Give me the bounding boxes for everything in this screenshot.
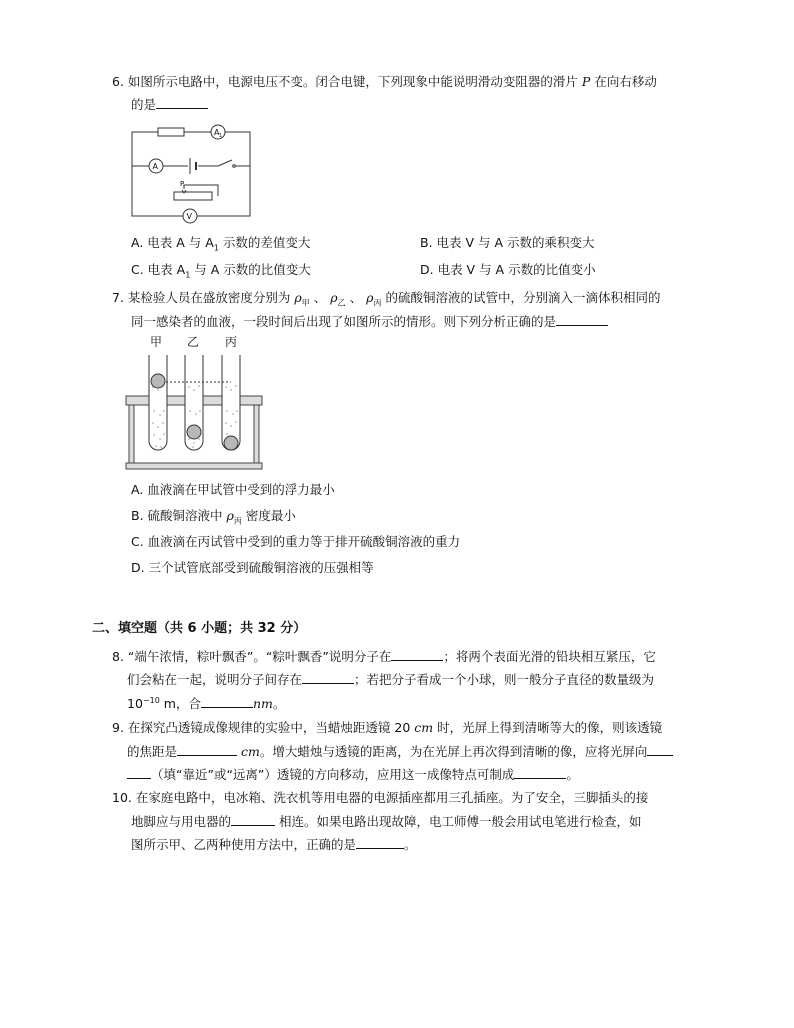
blood-drop-bing	[224, 436, 238, 450]
q8-line1	[112, 648, 656, 666]
q7-stem-text-b: 的硫酸铜溶液的试管中，分别滴入一滴体积相同的	[385, 290, 661, 305]
section-2-heading: 二、填空题（共 6 小题；共 32 分）	[92, 621, 307, 636]
q10-text-2b: 相连。如果电路出现故障，电工师傅一般会用试电笔进行检查，如	[279, 814, 642, 829]
q8-blank-1[interactable]	[391, 648, 443, 661]
q10-number: 10.	[112, 790, 132, 805]
q7-stem-text-c: 同一感染者的血液，一段时间后出现了如图所示的情形。则下列分析正确的是	[131, 314, 557, 329]
q7-option-c-text: C. 血液滴在丙试管中受到的重力等于排开硫酸铜溶液的重力	[131, 534, 461, 549]
rho-bing-sub: 丙	[373, 298, 382, 308]
q8-text-2a: 们会粘在一起，说明分子间存在	[127, 672, 303, 687]
q7-stem-line1	[112, 289, 660, 307]
q6-slider-symbol: P	[581, 74, 591, 89]
q10-text-1: 在家庭电路中，电冰箱、洗衣机等用电器的电源插座都用三孔插座。为了安全，三脚插头的接	[135, 790, 649, 805]
q9-text-1a: 在探究凸透镜成像规律的实验中，当蜡烛距透镜 20	[127, 720, 415, 735]
q9-blank-1[interactable]	[177, 743, 237, 756]
q6-option-c-text: C. 电表 A	[131, 262, 186, 277]
q6-stem-text: 如图所示电路中，电源电压不变。闭合电键，下列现象中能说明滑动变阻器的滑片	[127, 74, 578, 89]
q6-stem-line1	[112, 73, 657, 91]
q10-blank-2[interactable]	[356, 836, 404, 849]
q8-unit-nm: nm	[252, 696, 273, 711]
rack-leg-right	[254, 405, 259, 467]
q9-unit-cm-1: cm	[414, 720, 434, 735]
q8-period: 。	[272, 696, 286, 711]
q6-option-c-end: 与 A 示数的比值变大	[190, 262, 311, 277]
q8-text-1b: ；将两个表面光滑的铅块相互紧压，它	[443, 649, 656, 664]
q7-option-a-text: A. 血液滴在甲试管中受到的浮力最小	[131, 482, 335, 497]
voltmeter-label: V	[186, 212, 192, 221]
q7-option-c[interactable]	[131, 533, 460, 551]
rack-base	[126, 463, 262, 469]
q8-text-3a: m，合	[159, 696, 201, 711]
q7-option-a[interactable]	[131, 481, 335, 499]
q9-line2	[127, 743, 673, 761]
rho-jia: ρ	[294, 290, 302, 305]
q7-option-b-rho-sub: 丙	[233, 516, 242, 526]
q6-stem-tail: 的是	[131, 97, 157, 112]
q8-blank-2[interactable]	[302, 671, 354, 684]
q9-text-3a: （填“靠近”或“远离”）透镜的方向移动，应用这一成像特点可制成	[151, 767, 515, 782]
q8-text-1a: “端午浓情，粽叶飘香”。“粽叶飘香”说明分子在	[127, 649, 392, 664]
slider-label: P	[180, 180, 185, 188]
q9-blank-2a[interactable]	[647, 743, 673, 756]
q9-text-2b: 。增大蜡烛与透镜的距离，为在光屏上再次得到清晰的像，应将光屏向	[259, 744, 648, 759]
q7-option-d-text: D. 三个试管底部受到硫酸铜溶液的压强相等	[131, 560, 374, 575]
q8-text-2b: ；若把分子看成一个小球，则一般分子直径的数量级为	[354, 672, 655, 687]
q10-text-3a: 图所示甲、乙两种使用方法中，正确的是	[131, 837, 357, 852]
q9-period: 。	[566, 767, 579, 782]
q6-option-b-text: B. 电表 V 与 A 示数的乘积变大	[420, 235, 595, 250]
q9-text-2a: 的焦距是	[127, 744, 178, 759]
tube-label-bing: 丙	[225, 335, 238, 349]
q6-circuit-diagram	[130, 122, 260, 221]
q9-number: 9.	[112, 720, 124, 735]
q9-line1	[112, 719, 662, 737]
q7-answer-blank[interactable]	[556, 313, 608, 326]
q6-option-a-end: 示数的差值变大	[218, 235, 311, 250]
q6-stem-line2	[131, 96, 208, 114]
q8-power-exp: −10	[142, 695, 160, 705]
q8-line3	[127, 695, 285, 713]
ammeter-a1-sub: 1	[219, 133, 223, 139]
sep-2: 、	[349, 290, 363, 305]
sep-1: 、	[313, 290, 327, 305]
q8-line2	[127, 671, 654, 689]
q9-line3	[127, 766, 579, 784]
blood-drop-yi	[187, 425, 201, 439]
q7-option-d[interactable]	[131, 559, 374, 577]
q7-option-b-rho: ρ	[226, 508, 234, 523]
q10-line3	[131, 836, 417, 854]
q7-stem-line2	[131, 313, 608, 331]
q6-option-b[interactable]	[420, 234, 595, 252]
q6-answer-blank[interactable]	[156, 96, 208, 109]
q10-line2	[131, 813, 642, 831]
q9-unit-cm-2: cm	[241, 744, 260, 759]
q6-option-a-sub: 1	[213, 243, 219, 253]
q6-option-c[interactable]	[131, 261, 311, 279]
q8-power-base: 10	[127, 696, 143, 711]
q7-number: 7.	[112, 290, 124, 305]
rho-jia-sub: 甲	[301, 298, 310, 308]
tube-jia	[149, 355, 167, 450]
q10-period: 。	[404, 837, 417, 852]
q8-blank-3[interactable]	[201, 695, 253, 708]
q7-stem-text: 某检验人员在盛放密度分别为	[127, 290, 291, 305]
q6-option-a-text: A. 电表 A 与 A	[131, 235, 214, 250]
q6-number: 6.	[112, 74, 124, 89]
ammeter-a-label: A	[152, 162, 158, 171]
q9-blank-2b[interactable]	[127, 766, 151, 779]
q10-blank-1[interactable]	[231, 813, 275, 826]
tube-label-yi: 乙	[187, 335, 200, 349]
rho-yi: ρ	[330, 290, 338, 305]
ammeter-a1-label: A	[214, 128, 220, 137]
q6-option-d[interactable]	[420, 261, 596, 279]
resistor	[158, 128, 184, 136]
q7-option-b-text: B. 硫酸铜溶液中	[131, 508, 223, 523]
q9-text-1b: 时，光屏上得到清晰等大的像，则该透镜	[433, 720, 663, 735]
q6-option-c-sub: 1	[185, 270, 191, 280]
q6-option-a[interactable]	[131, 234, 310, 252]
q10-text-2a: 地脚应与用电器的	[131, 814, 232, 829]
rack-leg-left	[129, 405, 134, 467]
q7-option-b-end: 密度最小	[245, 508, 296, 523]
q10-line1	[112, 789, 648, 807]
q7-option-b[interactable]	[131, 507, 296, 525]
q6-stem-text-end: 在向右移动	[594, 74, 657, 89]
q9-blank-3[interactable]	[514, 766, 566, 779]
blood-drop-jia	[151, 374, 165, 388]
q8-number: 8.	[112, 649, 124, 664]
rho-bing: ρ	[366, 290, 374, 305]
rho-yi-sub: 乙	[337, 298, 346, 308]
q7-test-tube-diagram	[125, 335, 265, 470]
rheostat	[174, 192, 212, 200]
q6-option-d-text: D. 电表 V 与 A 示数的比值变小	[420, 262, 596, 277]
tube-label-jia: 甲	[150, 335, 163, 349]
